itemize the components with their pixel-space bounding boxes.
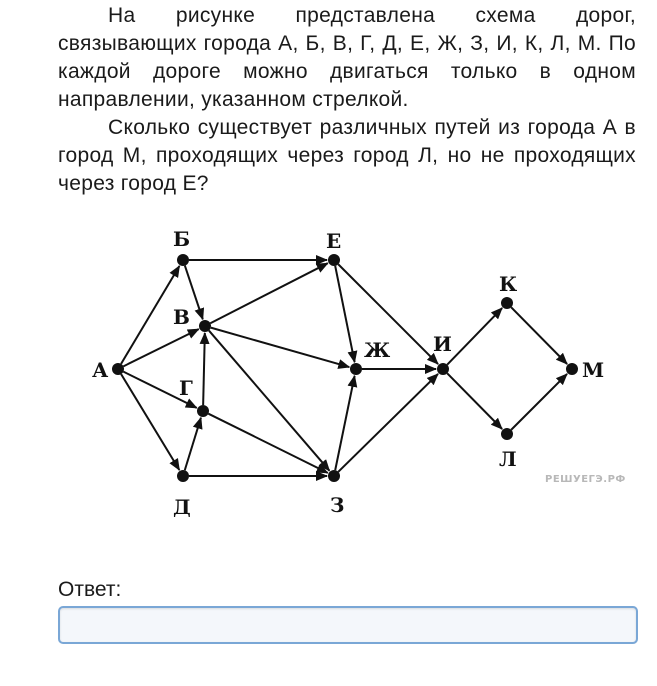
road-v-z xyxy=(209,331,330,471)
road-z-i xyxy=(338,374,438,472)
road-l-m xyxy=(511,374,567,430)
city-label-l: Л xyxy=(499,447,517,471)
road-g-z xyxy=(208,414,327,473)
city-label-z: З xyxy=(330,493,345,517)
city-node-zh xyxy=(350,363,362,375)
city-label-d: Д xyxy=(173,495,191,519)
city-label-zh: Ж xyxy=(364,338,391,362)
answer-label: Ответ: xyxy=(58,578,122,601)
city-node-b xyxy=(177,254,189,266)
city-node-g xyxy=(197,405,209,417)
city-node-e xyxy=(328,254,340,266)
city-node-l xyxy=(501,428,513,440)
road-g-v xyxy=(203,333,205,405)
city-node-d xyxy=(177,470,189,482)
answer-input[interactable] xyxy=(58,606,638,644)
city-node-v xyxy=(199,320,211,332)
city-label-e: Е xyxy=(326,229,342,253)
problem-text xyxy=(58,2,636,198)
road-graph xyxy=(60,222,640,522)
watermark: РЕШУЕГЭ.РФ xyxy=(545,474,626,485)
city-label-a: А xyxy=(92,358,109,382)
city-node-m xyxy=(566,363,578,375)
road-a-b xyxy=(121,266,179,364)
city-label-i: И xyxy=(433,332,452,356)
road-e-zh xyxy=(335,266,354,362)
city-label-v: В xyxy=(173,305,190,329)
city-node-k xyxy=(501,297,513,309)
city-label-k: К xyxy=(499,272,518,296)
road-diagram xyxy=(60,222,640,522)
city-label-m: М xyxy=(582,358,605,382)
road-i-l xyxy=(447,373,502,429)
city-node-i xyxy=(437,363,449,375)
road-z-zh xyxy=(335,376,354,470)
problem-paragraph-2: Сколько существует различных путей из города А в город М, проходящих через город Л, но не проходящих через город Е? xyxy=(58,116,636,195)
road-v-zh xyxy=(211,328,349,367)
city-label-b: Б xyxy=(173,227,191,251)
city-node-z xyxy=(328,470,340,482)
city-node-a xyxy=(112,363,124,375)
road-a-v xyxy=(123,329,198,366)
problem-paragraph-1: На рисунке представлена схема дорог, связывающих города А, Б, В, Г, Д, Е, Ж, З, И, К, Л, М. По каждой дороге можно двигаться только в одном направлении, указанном стрелкой. xyxy=(58,4,636,111)
road-v-e xyxy=(210,263,327,323)
road-d-g xyxy=(185,418,201,471)
road-k-m xyxy=(511,307,567,364)
road-a-d xyxy=(121,374,179,470)
node-labels xyxy=(92,227,604,519)
city-label-g: Г xyxy=(179,376,193,400)
road-i-k xyxy=(447,308,502,365)
